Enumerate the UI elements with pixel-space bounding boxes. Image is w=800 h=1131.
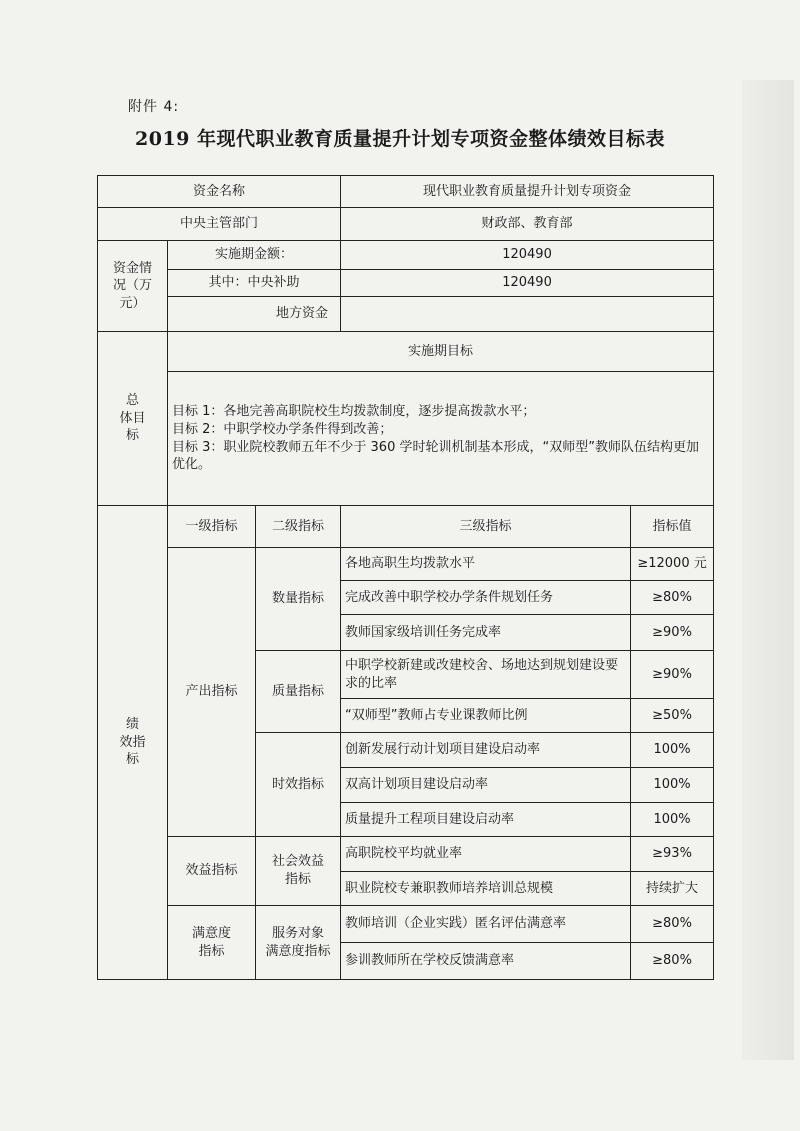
indicator-value: ≥80% xyxy=(631,581,714,615)
indicator-value: 100% xyxy=(631,768,714,803)
fund-name-value: 现代职业教育质量提升计划专项资金 xyxy=(341,176,714,208)
indicator-name: “双师型”教师占专业课教师比例 xyxy=(341,699,631,733)
page-title: 2019 年现代职业教育质量提升计划专项资金整体绩效目标表 xyxy=(135,128,665,150)
dept-row xyxy=(98,208,714,241)
amount-total-label: 实施期金额： xyxy=(168,241,341,270)
amount-central-value: 120490 xyxy=(341,270,714,297)
amount-row xyxy=(98,241,714,270)
header-level1: 一级指标 xyxy=(168,506,256,548)
dept-value: 财政部、教育部 xyxy=(341,208,714,241)
overall-header-row xyxy=(98,332,714,372)
scan-bleed-through xyxy=(742,80,794,1060)
indicator-name: 质量提升工程项目建设启动率 xyxy=(341,803,631,837)
overall-goals-row xyxy=(98,372,714,506)
level1-benefit: 效益指标 xyxy=(168,837,256,906)
table-row xyxy=(98,906,714,943)
indicator-name: 中职学校新建或改建校舍、场地达到规划建设要求的比率 xyxy=(341,651,631,699)
indicator-value: 100% xyxy=(631,803,714,837)
performance-target-table xyxy=(97,175,714,980)
indicator-value: 持续扩大 xyxy=(631,872,714,906)
indicator-value: ≥90% xyxy=(631,615,714,651)
overall-goal-label: 总 体目 标 xyxy=(98,332,168,506)
amount-local-label: 地方资金 xyxy=(168,297,341,332)
fund-name-row xyxy=(98,176,714,208)
indicator-value: ≥50% xyxy=(631,699,714,733)
overall-goals-text xyxy=(168,372,714,506)
level2-social-benefit: 社会效益 指标 xyxy=(256,837,341,906)
amount-section-label: 资金情 况（万 元） xyxy=(98,241,168,332)
indicator-value: ≥90% xyxy=(631,651,714,699)
amount-total-value: 120490 xyxy=(341,241,714,270)
goal-item: 目标 1：各地完善高职院校生均拨款制度，逐步提高拨款水平； xyxy=(172,404,536,420)
indicator-name: 完成改善中职学校办学条件规划任务 xyxy=(341,581,631,615)
performance-indicator-label: 绩 效指 标 xyxy=(98,506,168,980)
goal-item: 目标 2：中职学校办学条件得到改善； xyxy=(172,421,393,437)
amount-row xyxy=(98,297,714,332)
indicator-name: 双高计划项目建设启动率 xyxy=(341,768,631,803)
indicator-name: 教师国家级培训任务完成率 xyxy=(341,615,631,651)
indicator-name: 创新发展行动计划项目建设启动率 xyxy=(341,733,631,768)
table-row xyxy=(98,548,714,581)
header-level2: 二级指标 xyxy=(256,506,341,548)
indicator-name: 高职院校平均就业率 xyxy=(341,837,631,872)
goal-item: 目标 3：职业院校教师五年不少于 360 学时轮训机制基本形成，“双师型”教师队伍结构更加优化。 xyxy=(172,439,699,473)
indicator-name: 教师培训（企业实践）匿名评估满意率 xyxy=(341,906,631,943)
overall-goal-header: 实施期目标 xyxy=(168,332,714,372)
amount-central-label: 其中：中央补助 xyxy=(168,270,341,297)
amount-local-value xyxy=(341,297,714,332)
indicator-value: ≥80% xyxy=(631,943,714,980)
indicator-value: ≥12000 元 xyxy=(631,548,714,581)
indicator-value: 100% xyxy=(631,733,714,768)
header-value: 指标值 xyxy=(631,506,714,548)
indicator-value: ≥93% xyxy=(631,837,714,872)
level2-quantity: 数量指标 xyxy=(256,548,341,651)
indicator-name: 各地高职生均拨款水平 xyxy=(341,548,631,581)
level2-service-satisfaction: 服务对象 满意度指标 xyxy=(256,906,341,980)
indicator-name: 参训教师所在学校反馈满意率 xyxy=(341,943,631,980)
attachment-label: 附件 4: xyxy=(128,99,180,115)
fund-name-label: 资金名称 xyxy=(98,176,341,208)
level1-satisfaction: 满意度 指标 xyxy=(168,906,256,980)
indicator-header-row xyxy=(98,506,714,548)
table-row xyxy=(98,837,714,872)
amount-row xyxy=(98,270,714,297)
header-level3: 三级指标 xyxy=(341,506,631,548)
level2-timeliness: 时效指标 xyxy=(256,733,341,837)
level1-output: 产出指标 xyxy=(168,548,256,837)
indicator-value: ≥80% xyxy=(631,906,714,943)
level2-quality: 质量指标 xyxy=(256,651,341,733)
indicator-name: 职业院校专兼职教师培养培训总规模 xyxy=(341,872,631,906)
dept-label: 中央主管部门 xyxy=(98,208,341,241)
